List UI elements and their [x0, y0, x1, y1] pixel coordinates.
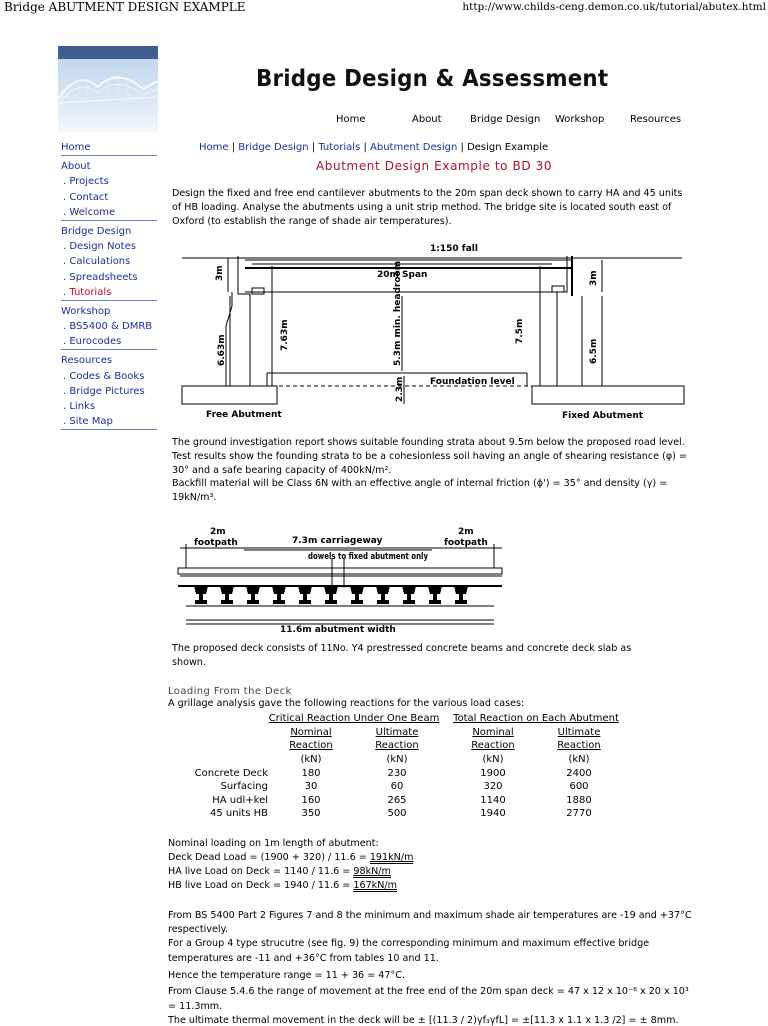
sidebar-item-bs5400-dmrb[interactable]: . BS5400 & DMRB	[63, 321, 153, 333]
table-unit: (kN)	[386, 754, 408, 766]
table-cell: 160	[301, 794, 321, 806]
table-cell: 350	[301, 808, 321, 820]
print-title: Bridge ABUTMENT DESIGN EXAMPLE	[4, 0, 246, 14]
movement-result: = 11.3mm.	[168, 1001, 223, 1012]
table-cell: 2400	[566, 767, 592, 779]
breadcrumb-current: Design Example	[467, 142, 549, 153]
table-subheader: Reaction	[557, 740, 601, 752]
breadcrumb	[199, 142, 548, 153]
top-nav-bridge-design[interactable]: Bridge Design	[470, 114, 541, 125]
carriageway-label: 7.3m carriageway	[292, 536, 383, 546]
table-cell: 1880	[566, 794, 592, 806]
fixed-abutment-label: Fixed Abutment	[562, 411, 644, 421]
table-row-label: HA udl+kel	[212, 794, 268, 806]
abutment-elevation-drawing	[172, 236, 692, 436]
table-subheader: Reaction	[375, 740, 419, 752]
temp-line-2b: temperatures are -11 and +36°C from tables 10 and 11.	[168, 953, 439, 964]
sidebar-item-eurocodes[interactable]: . Eurocodes	[61, 334, 157, 350]
sidebar-item-welcome[interactable]: . Welcome	[61, 205, 157, 221]
height-7-63-label: 7.63m	[280, 319, 290, 351]
footpath-label-left: footpath	[194, 538, 238, 548]
footpath-width-right: 2m	[458, 527, 474, 537]
top-nav-resources[interactable]: Resources	[630, 114, 682, 125]
table-cell: 320	[483, 781, 503, 793]
ground-line: 19kN/m³.	[172, 492, 217, 504]
dead-load-value: 191kN/m	[369, 852, 414, 863]
height-3m-left: 3m	[215, 265, 225, 281]
breadcrumb-tutorials[interactable]: Tutorials	[318, 142, 361, 153]
headroom-label: 5.3m min. headroom	[393, 260, 403, 366]
sidebar-item-design-notes[interactable]: . Design Notes	[63, 241, 136, 253]
sidebar-item-workshop[interactable]: Workshop	[61, 305, 111, 317]
table-subheader: Reaction	[289, 740, 333, 752]
ha-load-line	[168, 866, 391, 877]
height-6-5-label: 6.5m	[589, 338, 599, 364]
dowels-label: dowels to fixed abutment only	[308, 552, 429, 562]
ground-line: 30° and a safe bearing capacity of 400kN/m².	[172, 464, 392, 476]
sidebar-item-tutorials[interactable]: . Tutorials	[61, 285, 157, 301]
sidebar-item-links[interactable]: . Links	[63, 401, 96, 412]
dead-load-text: Deck Dead Load = (1900 + 320) / 11.6 =	[168, 852, 370, 863]
table-cell: 180	[301, 767, 321, 779]
temp-line-1: From BS 5400 Part 2 Figures 7 and 8 the minimum and maximum shade air temperatures are -19 and +37°C	[168, 910, 692, 921]
table-row-label: Concrete Deck	[194, 767, 268, 779]
nominal-heading: Nominal loading on 1m length of abutment:	[168, 838, 379, 849]
height-2-3-label: 2.3m	[395, 376, 405, 402]
deck-section-drawing	[172, 524, 512, 640]
beam-row	[194, 586, 468, 604]
table-row	[168, 807, 622, 821]
table-unit: (kN)	[568, 754, 590, 766]
table-unit: (kN)	[482, 754, 504, 766]
footpath-label-right: footpath	[444, 538, 488, 548]
table-row	[168, 780, 622, 794]
breadcrumb-bridge-design[interactable]: Bridge Design	[238, 142, 309, 153]
abutment-width-label: 11.6m abutment width	[280, 625, 396, 635]
table-subheader: Reaction	[471, 740, 515, 752]
table-row	[168, 766, 622, 780]
reactions-table	[168, 712, 622, 821]
table-subheader: Ultimate	[557, 726, 601, 738]
sidebar-item-bridge-design[interactable]: Bridge Design	[61, 225, 132, 237]
table-cell: 600	[569, 781, 589, 793]
ha-load-text: HA live Load on Deck = 1140 / 11.6 =	[168, 866, 354, 877]
ground-line: The ground investigation report shows suitable founding strata about 9.5m below the proposed road level.	[172, 437, 685, 448]
top-nav-about[interactable]: About	[412, 114, 442, 125]
temp-range-line: Hence the temperature range = 11 + 36 = 47°C.	[168, 970, 406, 981]
table-row-label: 45 units HB	[209, 808, 268, 820]
table-cell: 30	[304, 781, 318, 793]
breadcrumb-sep: |	[228, 142, 239, 153]
table-row-label: Surfacing	[220, 781, 268, 793]
hb-load-text: HB live Load on Deck = 1940 / 11.6 =	[168, 880, 354, 891]
breadcrumb-abutment-design[interactable]: Abutment Design	[370, 142, 458, 153]
sidebar-item-projects[interactable]: . Projects	[63, 176, 109, 188]
banner-image	[58, 46, 158, 132]
table-cell: 230	[387, 767, 407, 779]
footpath-width-left: 2m	[210, 527, 226, 537]
height-3m-right: 3m	[589, 270, 599, 286]
table-subheader: Nominal	[472, 726, 514, 738]
fall-label: 1:150 fall	[430, 244, 478, 254]
free-abutment-label: Free Abutment	[206, 410, 282, 420]
span-label: 20m Span	[377, 270, 428, 280]
hb-load-value: 167kN/m	[353, 880, 397, 891]
table-cell: 1940	[480, 808, 506, 820]
sidebar-item-calculations[interactable]: . Calculations	[63, 256, 131, 268]
deck-line: The proposed deck consists of 11No. Y4 prestressed concrete beams and concrete deck slab as	[172, 643, 632, 654]
table-group-header: Critical Reaction Under One Beam	[268, 713, 440, 725]
dead-load-line	[168, 852, 413, 863]
table-cell: 2770	[566, 808, 592, 820]
table-subheader: Nominal	[290, 726, 332, 738]
table-cell: 265	[387, 794, 407, 806]
sidebar-item-spreadsheets[interactable]: . Spreadsheets	[63, 271, 138, 283]
top-nav-home[interactable]: Home	[336, 114, 366, 125]
breadcrumb-sep: |	[360, 142, 371, 153]
temp-line-1b: respectively.	[168, 924, 228, 935]
sidebar-item-home[interactable]: Home	[61, 140, 157, 156]
table-cell: 60	[390, 781, 404, 793]
ultimate-movement-line: The ultimate thermal movement in the deck will be ± [(11.3 / 2)γf₃γfL] = ±[11.3 x 1.1 x 1.3 /2] = ± 8mm.	[168, 1015, 679, 1026]
ha-load-value: 98kN/m	[353, 866, 391, 877]
table-cell: 1900	[480, 767, 506, 779]
table-subheader: Ultimate	[375, 726, 419, 738]
movement-line: From Clause 5.4.6 the range of movement at the free end of the 20m span deck = 47 x 12 x 10⁻⁶ x 20 x 10³	[168, 986, 689, 997]
sidebar-item-bridge-pictures[interactable]: . Bridge Pictures	[63, 385, 145, 397]
sidebar-item-contact[interactable]: . Contact	[63, 191, 109, 203]
side-nav	[61, 140, 157, 433]
height-7-5-label: 7.5m	[515, 318, 525, 344]
table-group-header: Total Reaction on Each Abutment	[453, 713, 619, 725]
ground-line: Backfill material will be Class 6N with an effective angle of internal friction (ϕ') = 35° and density (γ) =	[172, 478, 668, 490]
page-title: Abutment Design Example to BD 30	[316, 159, 553, 173]
loading-intro: A grillage analysis gave the following reactions for the various load cases:	[168, 698, 525, 709]
section-heading-loading: Loading From the Deck	[168, 686, 292, 697]
table-unit: (kN)	[300, 754, 322, 766]
deck-line: shown.	[172, 656, 206, 668]
sidebar-item-site-map[interactable]: . Site Map	[61, 414, 157, 430]
foundation-label: Foundation level	[430, 377, 515, 387]
top-nav-workshop[interactable]: Workshop	[555, 114, 605, 125]
temp-line-2: For a Group 4 type strucutre (see fig. 9) the corresponding minimum and maximum effective bridge	[168, 938, 650, 949]
bridge-banner-graphic	[58, 59, 158, 132]
table-cell: 500	[387, 808, 407, 820]
sidebar-item-resources[interactable]: Resources	[61, 355, 113, 367]
sidebar-item-about[interactable]: About	[61, 161, 91, 173]
print-header	[0, 0, 768, 16]
hb-load-line	[168, 880, 397, 891]
intro-paragraph: Design the fixed and free end cantilever abutments to the 20m span deck shown to carry HA and 45 units of HB loading. Analyse the abutments using a unit strip method. The bridge site is located south east of Oxford (to establish the range of shade air temperatures).	[172, 188, 683, 227]
breadcrumb-sep: |	[308, 142, 319, 153]
table-row	[168, 794, 622, 808]
breadcrumb-home[interactable]: Home	[199, 142, 229, 153]
ground-investigation-text	[172, 436, 692, 505]
height-6-63-label: 6.63m	[217, 334, 227, 366]
table-cell: 1140	[480, 794, 506, 806]
ground-line: Test results show the founding strata to be a cohesionless soil having an angle of shearing resistance (φ) =	[172, 450, 688, 462]
deck-description	[172, 642, 692, 670]
sidebar-item-codes-books[interactable]: . Codes & Books	[63, 370, 145, 382]
breadcrumb-sep: |	[457, 142, 468, 153]
site-title: Bridge Design & Assessment	[256, 66, 609, 92]
print-url: http://www.childs-ceng.demon.co.uk/tutorial/abutex.html	[462, 1, 766, 13]
